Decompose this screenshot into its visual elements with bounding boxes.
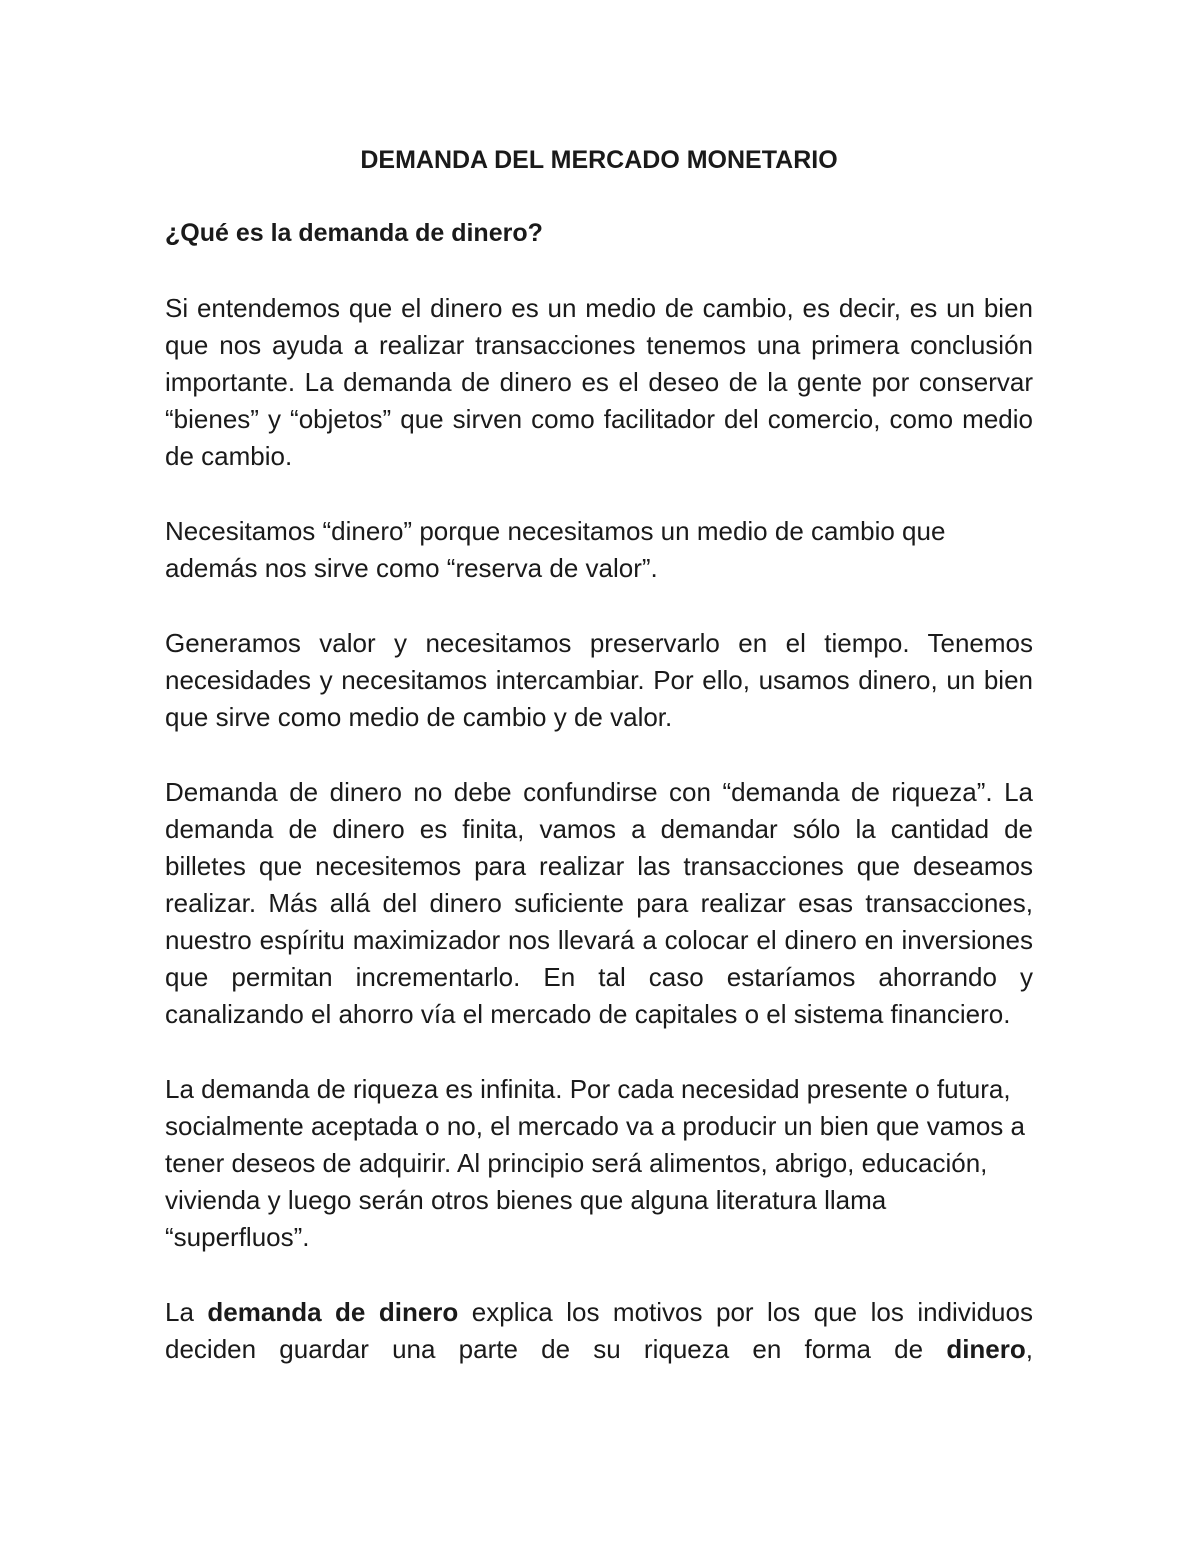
paragraph-2: Necesitamos “dinero” porque necesitamos un medio de cambio que además nos sirve como “reserva de valor”. <box>165 516 946 583</box>
paragraph-3: Generamos valor y necesitamos preservarlo en el tiempo. Tenemos necesidades y necesitamos intercambiar. Por ello, usamos dinero, un bien que sirve como medio de cambio y de valor. <box>165 628 1033 732</box>
section-heading: ¿Qué es la demanda de dinero? <box>165 219 543 247</box>
paragraph-5: La demanda de riqueza es infinita. Por cada necesidad presente o futura, socialmente aceptada o no, el mercado va a producir un bien que vamos a tener deseos de adquirir. Al principio será alimentos, abrigo, educación, vivienda y luego serán otros bienes que alguna literatura llama “superfluos”. <box>165 1074 1025 1252</box>
document-body <box>165 142 1033 1406</box>
paragraph-6-bold-term: demanda de dinero <box>207 1297 459 1327</box>
document-title: DEMANDA DEL MERCADO MONETARIO <box>360 146 838 174</box>
paragraph-6-lead: La <box>165 1297 208 1327</box>
paragraph-6 <box>165 1294 1033 1368</box>
paragraph-6-tail: , <box>1025 1334 1033 1364</box>
paragraph-6-bold-money: dinero <box>946 1334 1026 1364</box>
paragraph-1: Si entendemos que el dinero es un medio de cambio, es decir, es un bien que nos ayuda a realizar transacciones tenemos una primera conclusión importante. La demanda de dinero es el deseo de la gente por conservar “bienes” y “objetos” que sirven como facilitador del comercio, como medio de cambio. <box>165 293 1033 471</box>
paragraph-6-middle: explica los motivos por los que los individuos deciden guardar una parte de su riqueza en forma de <box>165 1297 1033 1364</box>
paragraph-4: Demanda de dinero no debe confundirse con “demanda de riqueza”. La demanda de dinero es finita, vamos a demandar sólo la cantidad de billetes que necesitemos para realizar las transacciones que deseamos realizar. Más allá del dinero suficiente para realizar esas transacciones, nuestro espíritu maximizador nos llevará a colocar el dinero en inversiones que permitan incrementarlo. En tal caso estaríamos ahorrando y canalizando el ahorro vía el mercado de capitales o el sistema financiero. <box>165 777 1033 1029</box>
